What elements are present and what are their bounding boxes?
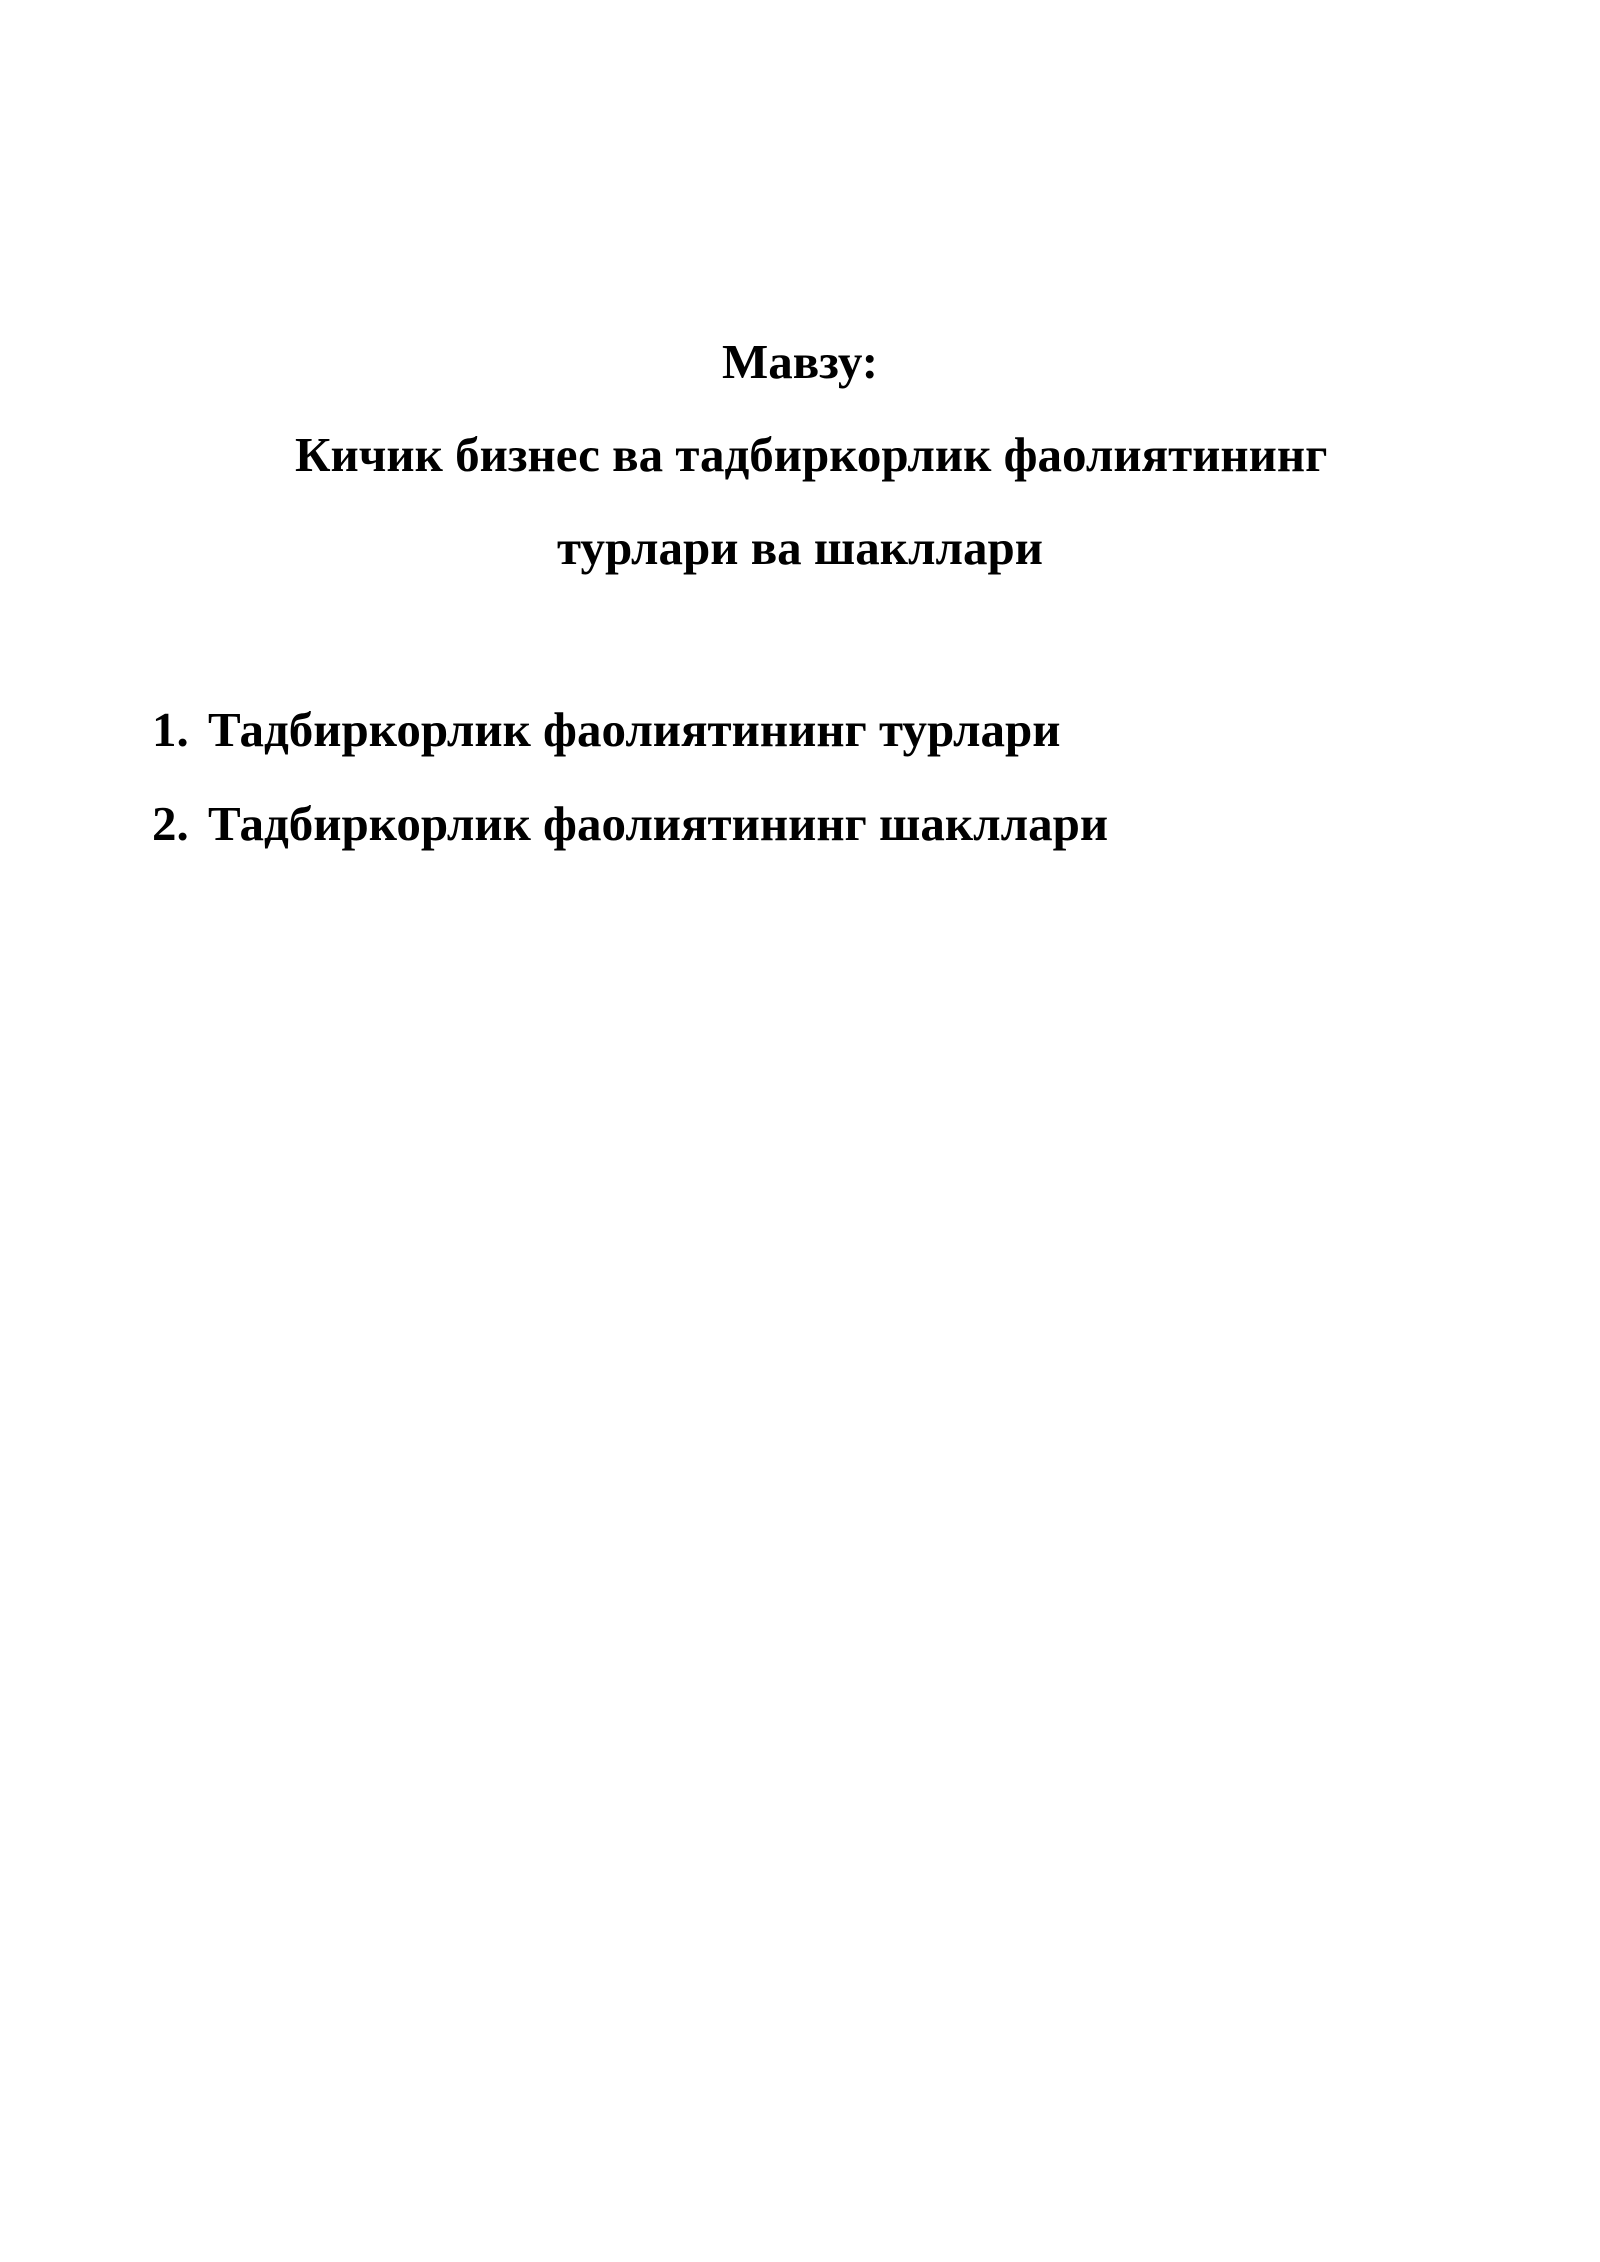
outline-list — [152, 702, 1109, 893]
outline-item — [152, 796, 1109, 893]
document-title-line-2: турлари ва шакллари — [557, 520, 1043, 575]
document-title-line-1: Кичик бизнес ва тадбиркорлик фаолиятининг — [295, 427, 1328, 482]
outline-item-text: Тадбиркорлик фаолиятининг шакллари — [208, 796, 1109, 851]
outline-item-text: Тадбиркорлик фаолиятининг турлари — [208, 702, 1061, 757]
outline-item-number: 1. — [152, 702, 189, 757]
outline-item-number: 2. — [152, 796, 189, 851]
topic-label: Мавзу: — [721, 334, 879, 389]
outline-item — [152, 702, 1108, 799]
